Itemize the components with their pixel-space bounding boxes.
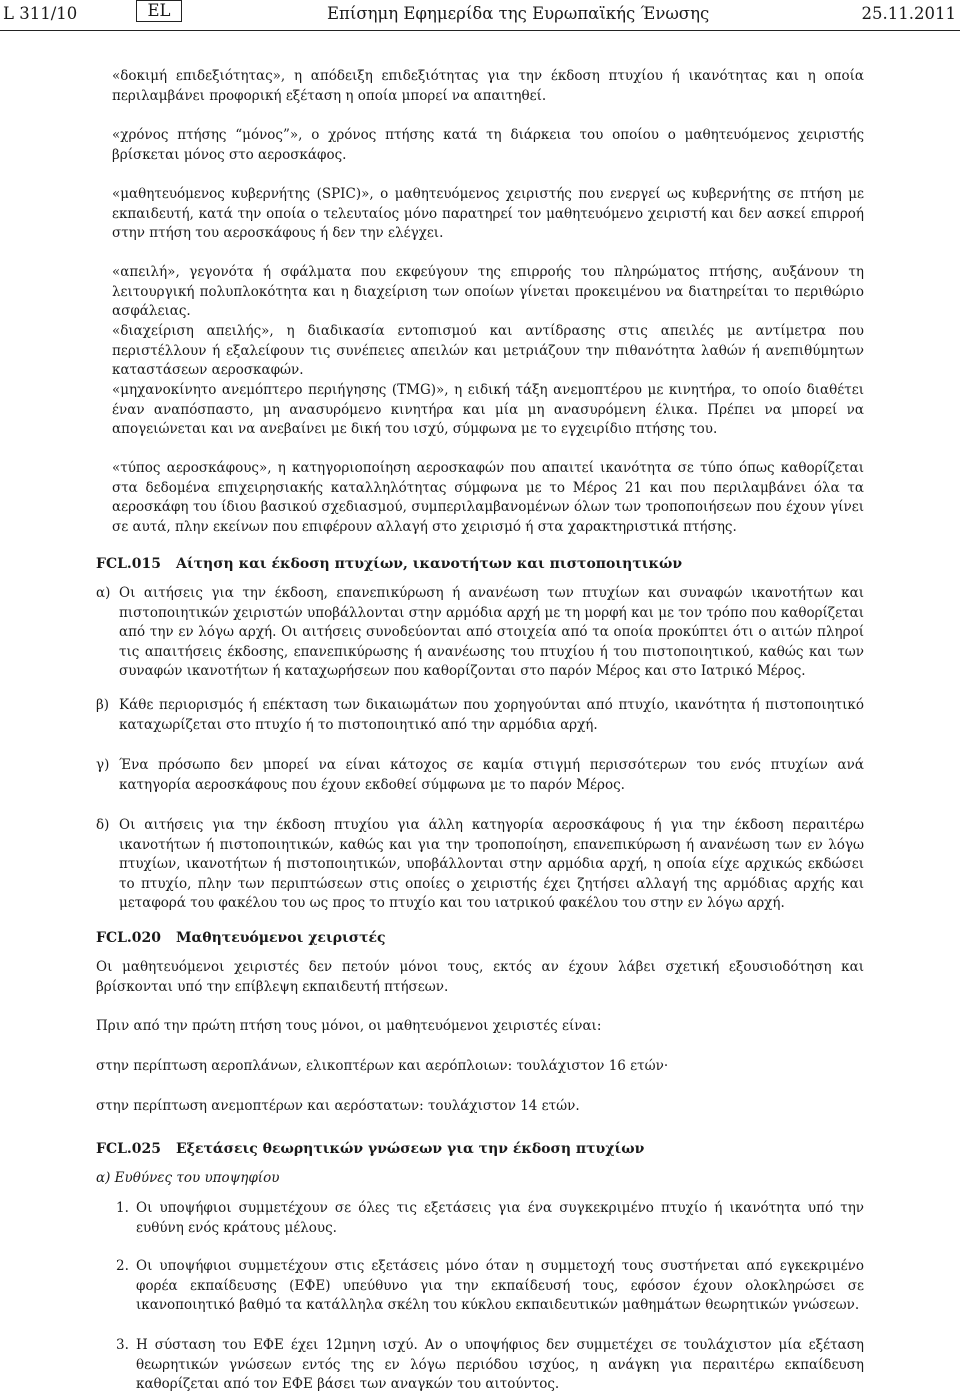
definition-paragraph: «μηχανοκίνητο ανεμόπτερο περιήγησης (TMG)», η ειδική τάξη ανεμοπτέρου με κινητήρα, το οποίο διαθέτει έναν αναπόσπαστο, μη ανασυρόμενο κινητήρα και μία μη ανασυρόμενη έλικα. Πρέπει να μπορεί να απογειώνεται και να ανεβαίνει με δική του ισχύ, σύμφωνα με το εγχειρίδιο πτήσης του.: [112, 382, 864, 437]
list-marker: β): [96, 697, 110, 713]
list-item-text: Οι αιτήσεις για την έκδοση, επανεπικύρωση ή ανανέωση των πτυχίων και συναφών ικανοτήτων και πιστοποιητικών χειριστών υποβάλλονται στην αρμόδια αρχή με τη μορφή και με τον τρόπο που καθορίζεται από την εν λόγω αρχή. Οι αιτήσεις συνοδεύονται από στοιχεία από τα οποία προκύπτει ότι ο αιτών πληροί τις απαιτήσεις έκδοσης, επανεπικύρωσης ή ανανέωσης του πτυχίου ή του πιστοποιητικού, καθώς και των συναφών ικανοτήτων ή καταχωρήσεων που καθορίζονται στο παρόν Μέρος και στο Ιατρικό Μέρος.: [119, 585, 864, 679]
list-marker: δ): [96, 817, 110, 833]
body-paragraph: Πριν από την πρώτη πτήση τους μόνοι, οι μαθητευόμενοι χειριστές είναι:: [96, 1018, 602, 1034]
body-paragraph: στην περίπτωση ανεμοπτέρων και αερόστατων: τουλάχιστον 14 ετών.: [96, 1098, 580, 1114]
list-item-text: Ένα πρόσωπο δεν μπορεί να είναι κάτοχος σε καμία στιγμή περισσότερων του ενός πτυχίων ανά κατηγορία αεροσκάφους που έχουν εκδοθεί σύμφωνα με το παρόν Μέρος.: [119, 757, 864, 793]
list-item-text: Η σύσταση του ΕΦΕ έχει 12μηνη ισχύ. Αν ο υποψήφιος δεν συμμετέχει σε τουλάχιστον μία εξέταση θεωρητικών γνώσεων εντός της εν λόγω περιόδου ισχύος, η ανάγκη για περαιτέρω εκπαίδευση καθορίζεται από τον ΕΦΕ βάσει των αναγκών του αιτούντος.: [136, 1337, 864, 1392]
list-item-text: Οι αιτήσεις για την έκδοση πτυχίου για άλλη κατηγορία αεροσκάφους ή για την έκδοση περαιτέρω ικανοτήτων ή πιστοποιητικών, καθώς και για την τροποποίηση, επανεπικύρωση ή ανανέωση των εν λόγω πτυχίων, ικανοτήτων ή πιστοποιητικών, υποβάλλονται στην αρμόδια αρχή, η οποία είχε αρχικώς εκδώσει το πτυχίο, πλην των περιπτώσεων στις οποίες ο χειριστής έχει ζητήσει αλλαγή της αρμόδιας αρχής και μεταφορά του φακέλου του ως προς το πτυχίο και του ιατρικού φακέλου του στην εν λόγω αρχή.: [119, 817, 864, 911]
definition-paragraph: «τύπος αεροσκάφους», η κατηγοριοποίηση αεροσκαφών που απαιτεί ικανότητα σε τύπο όπως καθορίζεται στα δεδομένα επιχειρησιακής καταλληλότητας σύμφωνα με το Μέρος 21 και που περιλαμβάνει όλα τα αεροσκάφη του ίδιου βασικού σχεδιασμού, συμπεριλαμβανομένων όλων των τροποποιήσεων που έχουν γίνει σε αυτά, πλην εκείνων που επιφέρουν αλλαγή στο χειρισμό ή στα χαρακτηριστικά πτήσης.: [112, 460, 864, 535]
page-header: [0, 0, 960, 31]
list-marker: 2.: [116, 1258, 129, 1274]
section-title: Εξετάσεις θεωρητικών γνώσεων για την έκδοση πτυχίων: [176, 1141, 645, 1157]
section-title: Μαθητευόμενοι χειριστές: [176, 930, 386, 946]
page-reference: L 311/10: [3, 4, 78, 23]
section-heading-fcl020: [96, 929, 386, 949]
subsection-heading: α) Ευθύνες του υποψηφίου: [96, 1170, 280, 1186]
issue-date: 25.11.2011: [861, 4, 956, 23]
list-item-text: Οι υποψήφιοι συμμετέχουν στις εξετάσεις μόνο όταν η συμμετοχή τους συστήνεται από εγκεκριμένο φορέα εκπαίδευσης (ΕΦΕ) υπεύθυνο για την εκπαίδευσή τους, εφόσον έχουν ολοκληρώσει σε ικανοποιητικό βαθμό τα κατάλληλα σκέλη του κύκλου εκπαιδευτικών μαθημάτων θεωρητικών γνώσεων.: [136, 1258, 864, 1313]
definition-paragraph: «απειλή», γεγονότα ή σφάλματα που εκφεύγουν της επιρροής του πληρώματος πτήσης, αυξάνουν τη λειτουργική πολυπλοκότητα και η διαχείριση των οποίων γίνεται προκειμένου να διατηρείται το περιθώριο ασφάλειας.: [112, 264, 864, 319]
definition-paragraph: «δοκιμή επιδεξιότητας», η απόδειξη επιδεξιότητας για την έκδοση πτυχίου ή ικανότητας και η οποία περιλαμβάνει προφορική εξέταση η οποία μπορεί να απαιτηθεί.: [112, 68, 864, 104]
section-heading-fcl015: [96, 555, 682, 575]
list-marker: α): [96, 585, 111, 601]
section-number: FCL.025: [96, 1141, 162, 1157]
section-title: Αίτηση και έκδοση πτυχίων, ικανοτήτων και πιστοποιητικών: [176, 556, 683, 572]
list-marker: 3.: [116, 1337, 129, 1353]
body-paragraph: στην περίπτωση αεροπλάνων, ελικοπτέρων και αερόπλοιων: τουλάχιστον 16 ετών·: [96, 1058, 669, 1074]
definition-paragraph: «χρόνος πτήσης “μόνος”», ο χρόνος πτήσης κατά τη διάρκεια του οποίου ο μαθητευόμενος χειριστής βρίσκεται μόνος στο αεροσκάφος.: [112, 127, 864, 163]
list-item-text: Κάθε περιορισμός ή επέκταση των δικαιωμάτων που χορηγούνται από πτυχίο, ικανότητα ή πιστοποιητικό καταχωρίζεται στο πτυχίο ή το πιστοποιητικό από την αρμόδια αρχή.: [119, 697, 864, 733]
section-number: FCL.020: [96, 930, 162, 946]
list-marker: γ): [96, 757, 110, 773]
list-item-text: Οι υποψήφιοι συμμετέχουν σε όλες τις εξετάσεις για ένα συγκεκριμένο πτυχίο ή ικανότητα υπό την ευθύνη ενός κράτους μέλους.: [136, 1200, 864, 1236]
list-marker: 1.: [116, 1200, 129, 1216]
section-number: FCL.015: [96, 556, 162, 572]
language-box: EL: [136, 0, 182, 22]
definition-paragraph: «διαχείριση απειλής», η διαδικασία εντοπισμού και αντίδρασης στις απειλές με αντίμετρα που περιστέλλουν ή εξαλείφουν τις συνέπειες απειλών και μετριάζουν την πιθανότητα λαθών ή ανεπιθύμητων καταστάσεων αεροσκαφών.: [112, 323, 864, 378]
section-heading-fcl025: [96, 1140, 644, 1160]
definition-paragraph: «μαθητευόμενος κυβερνήτης (SPIC)», ο μαθητευόμενος χειριστής που ενεργεί ως κυβερνήτης σε πτήση με εκπαιδευτή, κατά την οποία ο τελευταίος μόνο παρατηρεί τον μαθητευόμενο χειριστή και δεν ασκεί επιρροή στην πτήση του αεροσκάφους ή δεν την ελέγχει.: [112, 186, 864, 241]
body-paragraph: Οι μαθητευόμενοι χειριστές δεν πετούν μόνοι τους, εκτός αν έχουν λάβει σχετική εξουσιοδότηση και βρίσκονται υπό την επίβλεψη εκπαιδευτή πτήσεων.: [96, 959, 864, 995]
journal-title: Επίσημη Εφημερίδα της Ευρωπαϊκής Ένωσης: [327, 4, 710, 23]
